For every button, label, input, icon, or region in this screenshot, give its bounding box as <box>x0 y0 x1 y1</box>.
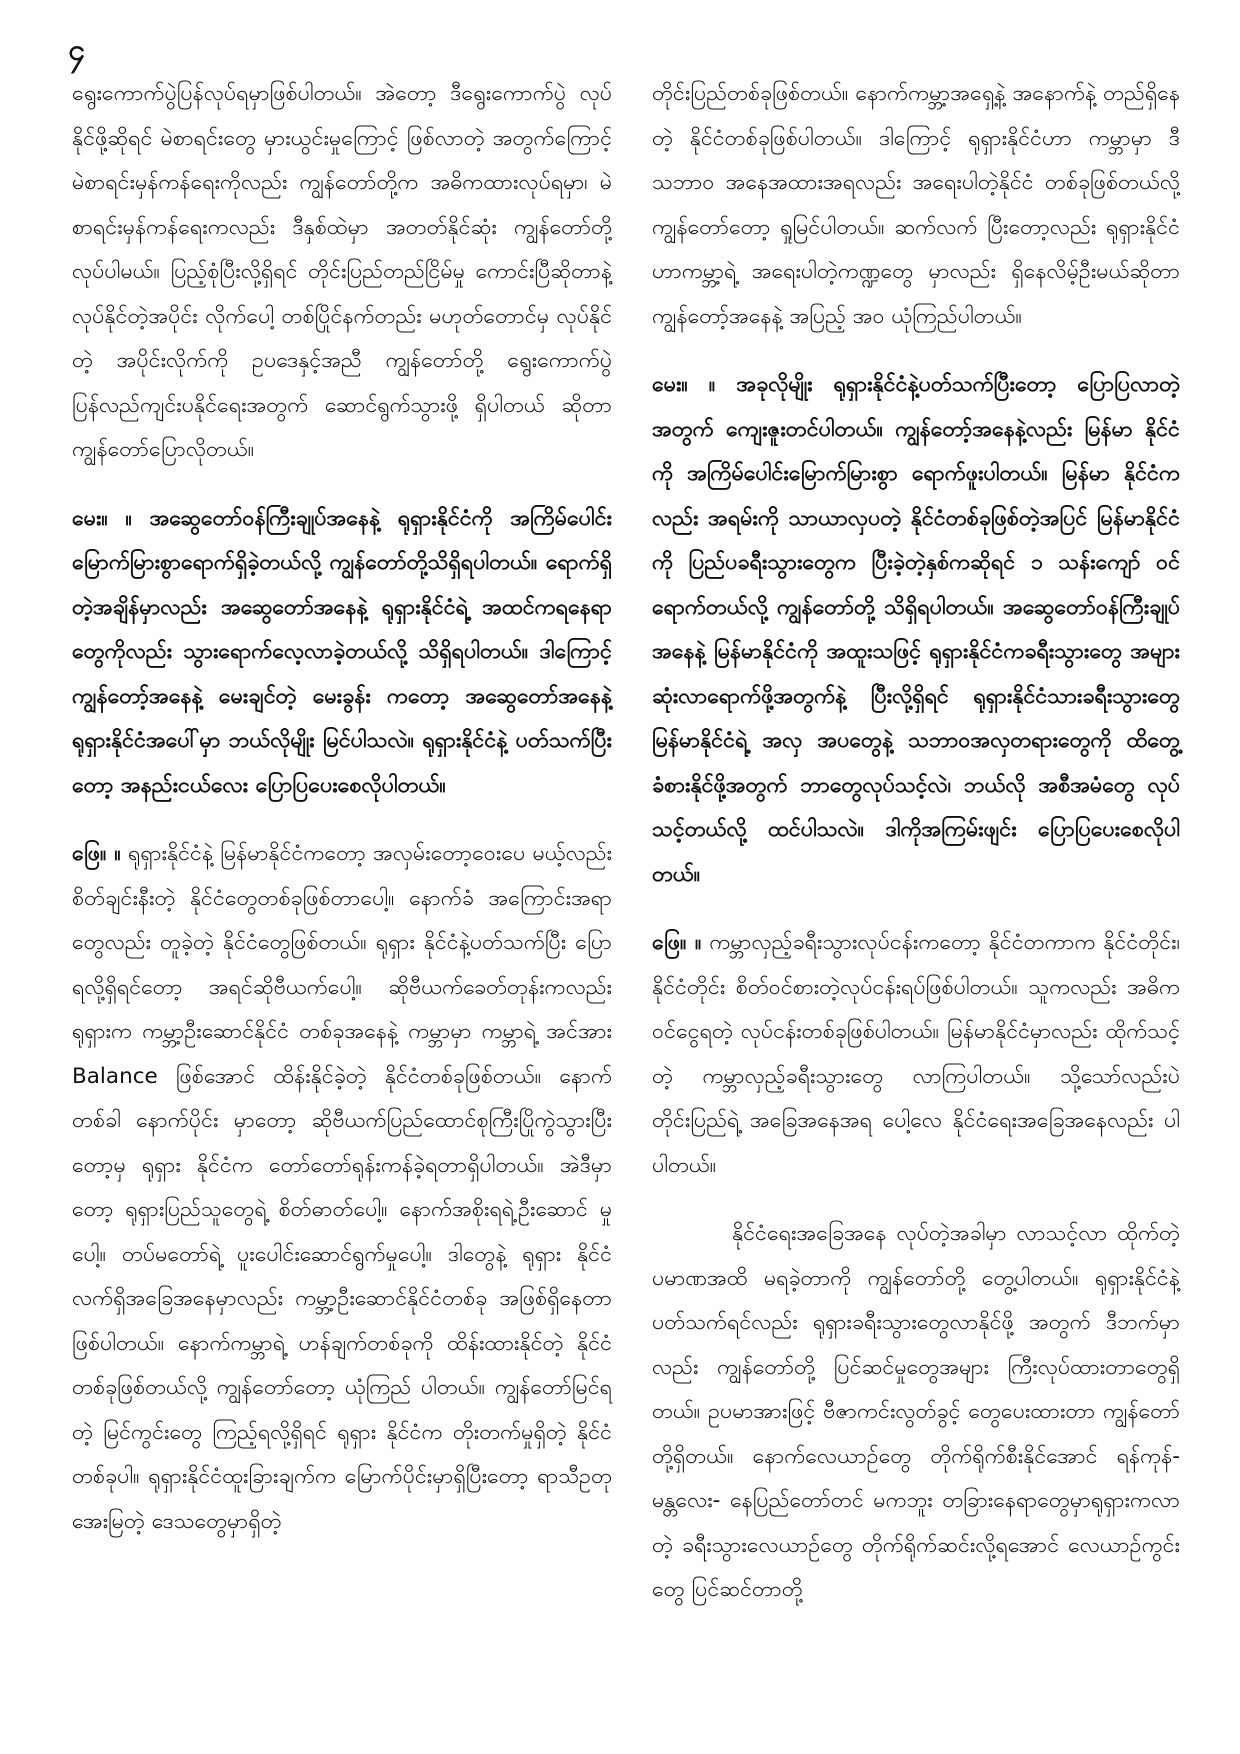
question-label: မေး။ ။ <box>72 505 132 531</box>
paragraph-text: တိုင်းပြည်တစ်ခုဖြစ်တယ်။ နောက်ကမ္ဘာ့အရှေ့နဲ့ အနောက်နဲ့ တည်ရှိနေတဲ့ နိုင်ငံတစ်ခုဖြစ်ပါတယ်။ ဒါကြောင့် ရုရှားနိုင်ငံဟာ ကမ္ဘာမှာ ဒီသဘာဝ အနေအထားအရလည်း အရေးပါတဲ့နိုင်ငံ တစ်ခုဖြစ်တယ်လို့ ကျွန်တော်တော့ ရှုမြင်ပါတယ်။ ဆက်လက် ပြီးတော့လည်း ရုရှားနိုင်ငံဟာကမ္ဘာ့ရဲ့ အရေးပါတဲ့ကဏ္ဍတွေ မှာလည်း ရှိနေလိမ့်ဦးမယ်ဆိုတာ ကျွန်တော့်အနေနဲ့ အပြည့် အဝ ယုံကြည်ပါတယ်။ <box>652 81 1180 329</box>
left-column <box>72 72 612 1714</box>
text-columns <box>72 72 1180 1714</box>
question-label: မေး။ ။ <box>652 372 716 397</box>
question-paragraph <box>72 497 612 809</box>
question-text: အဆွေတော်ဝန်ကြီးချုပ်အနေနဲ့ ရုရှားနိုင်ငံကို အကြိမ်ပေါင်း မြောက်မြားစွာရောက်ရှိခဲ့တယ်လို့ ကျွန်တော်တို့သိရှိရပါတယ်။ ရောက်ရှိတဲ့အချိန်မှာလည်း အဆွေတော်အနေနဲ့ ရုရှားနိုင်ငံရဲ့ အထင်ကရနေရာတွေကိုလည်း သွားရောက်လေ့လာခဲ့တယ်လို့ သိရှိရပါတယ်။ ဒါကြောင့် ကျွန်တော့်အနေနဲ့ မေးချင်တဲ့ မေးခွန်း ကတော့ အဆွေတော်အနေနဲ့ ရုရှားနိုင်ငံအပေါ်မှာ ဘယ်လိုမျိုး မြင်ပါသလဲ။ ရုရှားနိုင်ငံနဲ့ ပတ်သက်ပြီးတော့ အနည်းငယ်လေး ပြောပြပေးစေလိုပါတယ်။ <box>72 505 612 798</box>
page-number: ၄ <box>68 33 85 68</box>
indented-paragraph <box>652 1212 1180 1613</box>
answer-paragraph <box>652 921 1180 1188</box>
paragraph-text: ရွေးကောက်ပွဲပြန်လုပ်ရမှာဖြစ်ပါတယ်။ အဲတော့ ဒီရွေးကောက်ပွဲ လုပ်နိုင်ဖို့ဆိုရင် မဲစာရင်းတွေ မှားယွင်းမှုကြောင့် ဖြစ်လာတဲ့ အတွက်ကြောင့် မဲစာရင်းမှန်ကန်ရေးကိုလည်း ကျွန်တော်တို့က အဓိကထားလုပ်ရမှာ၊ မဲစာရင်းမှန်ကန်ရေးကလည်း ဒီနှစ်ထဲမှာ အတတ်နိုင်ဆုံး ကျွန်တော်တို့လုပ်ပါမယ်။ ပြည့်စုံပြီးလို့ရှိရင် တိုင်းပြည်တည်ငြိမ်မှု ကောင်းပြီဆိုတာနဲ့ လုပ်နိုင်တဲ့အပိုင်း လိုက်ပေါ့ တစ်ပြိုင်နက်တည်း မဟုတ်တောင်မှ လုပ်နိုင်တဲ့ အပိုင်းလိုက်ကို ဥပဒေနှင့်အညီ ကျွန်တော်တို့ ရွေးကောက်ပွဲ ပြန်လည်ကျင်းပနိုင်ရေးအတွက် ဆောင်ရွက်သွားဖို့ ရှိပါတယ် ဆိုတာ ကျွန်တော်ပြောလိုတယ်။ <box>72 81 612 462</box>
answer-label: ဖြေ။ ။ <box>652 930 702 955</box>
answer-label: ဖြေ။ ။ <box>72 841 121 866</box>
answer-paragraph <box>72 832 612 1544</box>
answer-text: ရုရှားနိုင်ငံနဲ့ မြန်မာနိုင်ငံကတော့ အလှမ်းတော့ဝေးပေ မယ့်လည်း စိတ်ချင်းနီးတဲ့ နိုင်ငံတွေတစ်ခုဖြစ်တာပေါ့။ နောက်ခံ အကြောင်းအရာတွေလည်း တူခဲ့တဲ့ နိုင်ငံတွေဖြစ်တယ်။ ရုရှား နိုင်ငံနဲ့ပတ်သက်ပြီး ပြောရလို့ရှိရင်တော့ အရင်ဆိုဗီယက်ပေါ့။ ဆိုဗီယက်ခေတ်တုန်းကလည်း ရုရှားက ကမ္ဘာ့ဦးဆောင်နိုင်ငံ တစ်ခုအနေနဲ့ ကမ္ဘာမှာ ကမ္ဘာရဲ့ အင်အား Balance ဖြစ်အောင် ထိန်းနိုင်ခဲ့တဲ့ နိုင်ငံတစ်ခုဖြစ်တယ်။ နောက်တစ်ခါ နောက်ပိုင်း မှာတော့ ဆိုဗီယက်ပြည်ထောင်စုကြီးပြိုကွဲသွားပြီးတော့မှ ရုရှား နိုင်ငံက တော်တော်ရုန်းကန်ခဲ့ရတာရှိပါတယ်။ အဲဒီမှာတော့ ရုရှားပြည်သူတွေရဲ့ စိတ်ဓာတ်ပေါ့။ နောက်အစိုးရရဲ့ဦးဆောင် မှုပေါ့။ တပ်မတော်ရဲ့ ပူးပေါင်းဆောင်ရွက်မှုပေါ့။ ဒါတွေနဲ့ ရုရှား နိုင်ငံလက်ရှိအခြေအနေမှာလည်း ကမ္ဘာ့ဦးဆောင်နိုင်ငံတစ်ခု အဖြစ်ရှိနေတာဖြစ်ပါတယ်။ နောက်ကမ္ဘာရဲ့ ဟန်ချက်တစ်ခုကို ထိန်းထားနိုင်တဲ့ နိုင်ငံတစ်ခုဖြစ်တယ်လို့ ကျွန်တော်တော့ ယုံကြည် ပါတယ်။ ကျွန်တော်မြင်ရတဲ့ မြင်ကွင်းတွေ ကြည့်ရလို့ရှိရင် ရုရှား နိုင်ငံက တိုးတက်မှုရှိတဲ့ နိုင်ငံတစ်ခုပါ။ ရုရှားနိုင်ငံထူးခြားချက်က မြောက်ပိုင်းမှာရှိပြီးတော့ ရာသီဥတုအေးမြတဲ့ ဒေသတွေမှာရှိတဲ့ <box>72 841 612 1534</box>
answer-text: ကမ္ဘာလှည့်ခရီးသွားလုပ်ငန်းကတော့ နိုင်ငံတကာက နိုင်ငံတိုင်း၊ နိုင်ငံတိုင်း စိတ်ဝင်စားတဲ့လုပ်ငန်းရပ်ဖြစ်ပါတယ်။ သူကလည်း အဓိကဝင်ငွေရတဲ့ လုပ်ငန်းတစ်ခုဖြစ်ပါတယ်။ မြန်မာနိုင်ငံမှာလည်း ထိုက်သင့်တဲ့ ကမ္ဘာလှည့်ခရီးသွားတွေ လာကြပါတယ်။ သို့သော်လည်းပဲ တိုင်းပြည်ရဲ့ အခြေအနေအရ ပေါ့လေ နိုင်ငံရေးအခြေအနေလည်း ပါပါတယ်။ <box>652 930 1180 1178</box>
question-paragraph <box>652 363 1180 897</box>
body-paragraph <box>652 72 1180 339</box>
right-column <box>652 72 1180 1714</box>
question-text: အခုလိုမျိုး ရုရှားနိုင်ငံနဲ့ပတ်သက်ပြီးတော့ ပြောပြလာတဲ့ အတွက် ကျေးဇူးတင်ပါတယ်။ ကျွန်တော့်အနေနဲ့လည်း မြန်မာ နိုင်ငံကို အကြိမ်ပေါင်းမြောက်မြားစွာ ရောက်ဖူးပါတယ်။ မြန်မာ နိုင်ငံကလည်း အရမ်းကို သာယာလှပတဲ့ နိုင်ငံတစ်ခုဖြစ်တဲ့အပြင် မြန်မာနိုင်ငံကို ပြည်ပခရီးသွားတွေက ပြီးခဲ့တဲ့နှစ်ကဆိုရင် ၁ သန်းကျော် ဝင်ရောက်တယ်လို့ ကျွန်တော်တို့ သိရှိရပါတယ်။ အဆွေတော်ဝန်ကြီးချုပ်အနေနဲ့ မြန်မာနိုင်ငံကို အထူးသဖြင့် ရုရှားနိုင်ငံကခရီးသွားတွေ အများဆုံးလာရောက်ဖို့အတွက်နဲ့ ပြီးလို့ရှိရင် ရုရှားနိုင်ငံသားခရီးသွားတွေ မြန်မာနိုင်ငံရဲ့ အလှ အပတွေနဲ့ သဘာဝအလှတရားတွေကို ထိတွေ့ခံစားနိုင်ဖို့အတွက် ဘာတွေလုပ်သင့်လဲ၊ ဘယ်လို အစီအမံတွေ လုပ်သင့်တယ်လို့ ထင်ပါသလဲ။ ဒါကိုအကြမ်းဖျင်း ပြောပြပေးစေလိုပါတယ်။ <box>652 372 1180 887</box>
paragraph-text: နိုင်ငံရေးအခြေအနေ လုပ်တဲ့အခါမှာ လာသင့်လာ ထိုက်တဲ့ ပမာဏအထိ မရခဲ့တာကို ကျွန်တော်တို့ တွေ့ပါတယ်။ ရုရှားနိုင်ငံနဲ့ ပတ်သက်ရင်လည်း ရုရှားခရီးသွားတွေလာနိုင်ဖို့ အတွက် ဒီဘက်မှာလည်း ကျွန်တော်တို့ ပြင်ဆင်မှုတွေအများ ကြီးလုပ်ထားတာတွေရှိတယ်။ ဥပမာအားဖြင့် ဗီဇာကင်းလွတ်ခွင့် တွေပေးထားတာ ကျွန်တော်တို့ရှိတယ်။ နောက်လေယာဉ်တွေ တိုက်ရိုက်စီးနိုင်အောင် ရန်ကုန်-မန္တလေး- နေပြည်တော်တင် မကဘူး တခြားနေရာတွေမှာရုရှားကလာတဲ့ ခရီးသွားလေယာဉ်တွေ တိုက်ရိုက်ဆင်းလို့ရအောင် လေယာဉ်ကွင်းတွေ ပြင်ဆင်တာတို့ <box>652 1221 1180 1602</box>
body-paragraph <box>72 72 612 473</box>
